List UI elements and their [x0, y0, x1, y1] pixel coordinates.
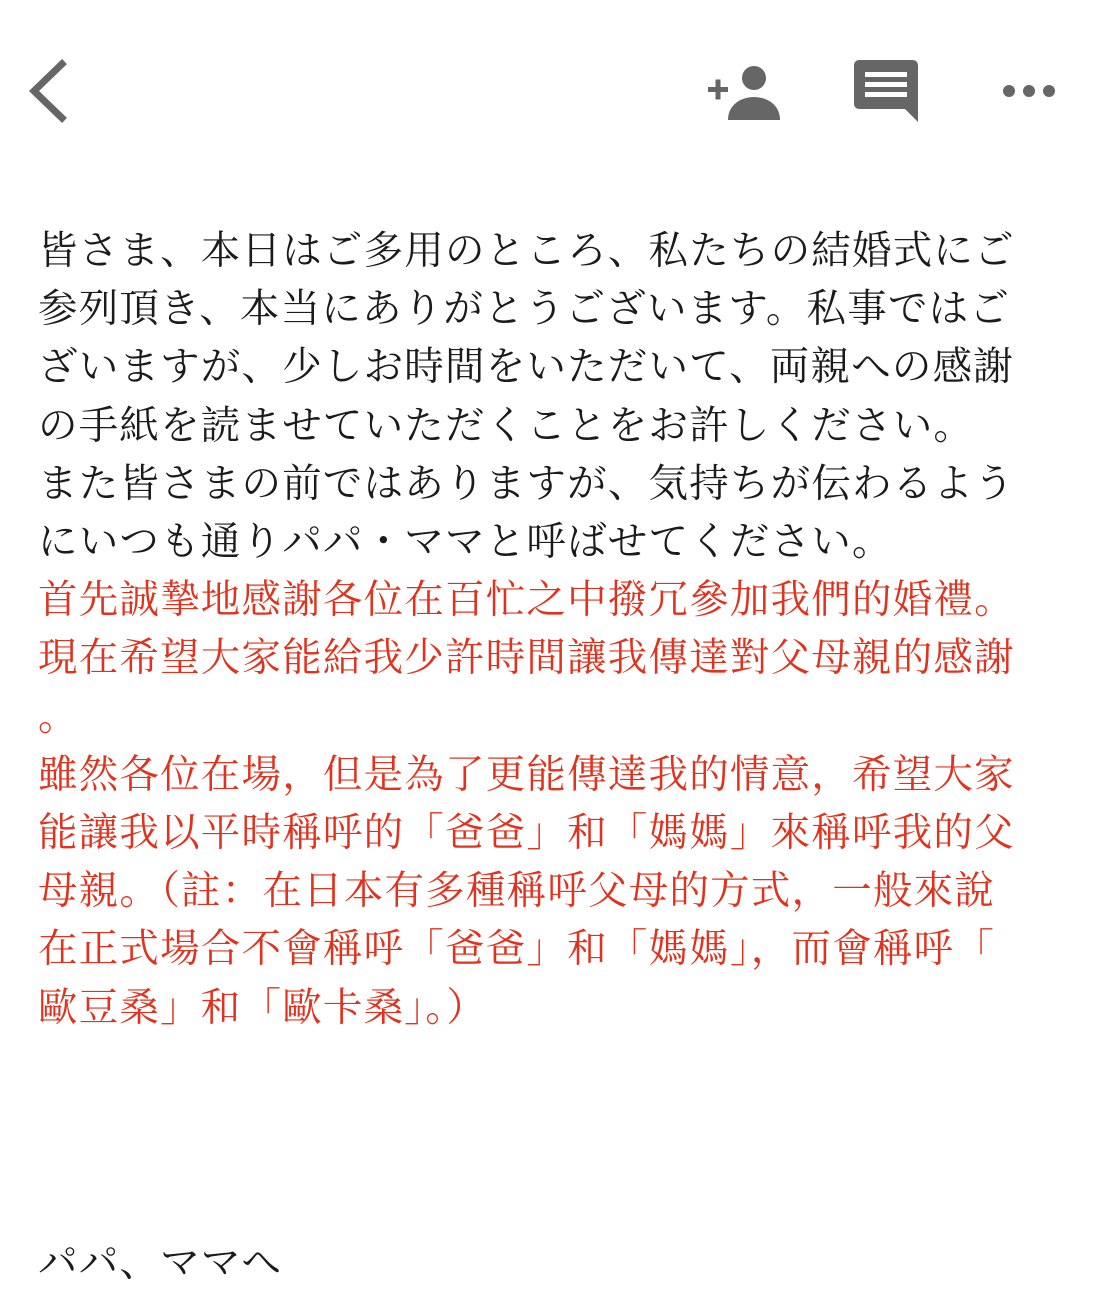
more-horizontal-icon[interactable] [1000, 78, 1058, 104]
next-line-partial: パパ、ママへ [38, 1240, 283, 1286]
japanese-paragraph-1: 皆さま、本日はご多用のところ、私たちの結婚式にご参列頂き、本当にありがとうございます。私事ではございますが、少しお時間をいただいて、両親への感謝の手紙を読ませていただくことをお許しください。 [38, 228, 1015, 449]
add-person-icon[interactable] [706, 64, 782, 120]
chat-icon[interactable] [853, 58, 919, 124]
back-chevron-icon[interactable] [24, 58, 72, 124]
japanese-paragraph-2: また皆さまの前ではありますが、気持ちが伝わるようにいつも通りパパ・ママと呼ばせてください。 [38, 460, 1015, 566]
message-body [38, 222, 1028, 1037]
chinese-translation-paragraph-1: 首先誠摯地感謝各位在百忙之中撥冗參加我們的婚禮。現在希望大家能給我少許時間讓我傳達對父母親的感謝。 [38, 577, 1015, 740]
chinese-translation-paragraph-2: 雖然各位在場，但是為了更能傳達我的情意，希望大家能讓我以平時稱呼的「爸爸」和「媽媽」來稱呼我的父母親。（註：在日本有多種稱呼父母的方式，一般來說在正式場合不會稱呼「爸爸」和「媽媽」，而會稱呼「歐豆桑」和「歐卡桑」。） [38, 751, 1015, 1031]
top-toolbar [0, 0, 1101, 190]
